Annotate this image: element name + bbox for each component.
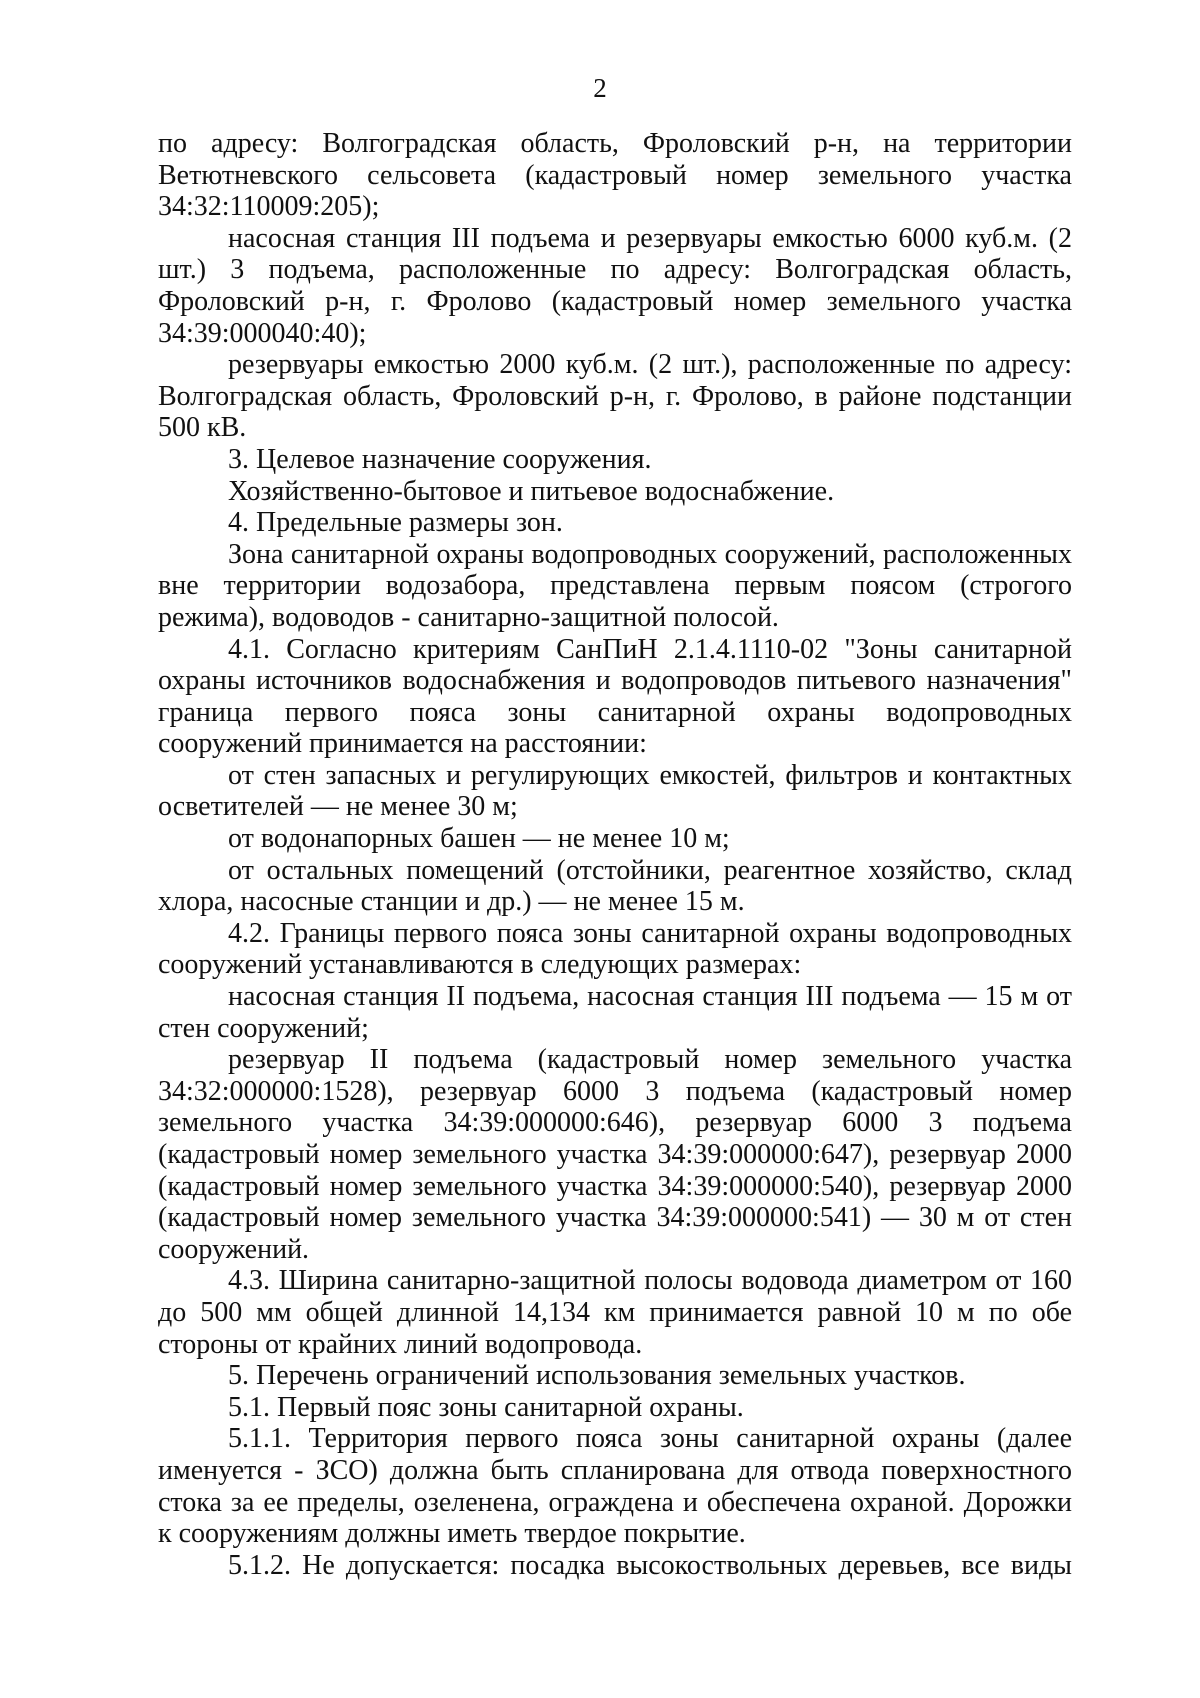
paragraph-distance-tanks: от стен запасных и регулирующих емкостей, фильтров и контактных осветителей — не менее 30 м; [158,759,1072,823]
paragraph-4-3: 4.3. Ширина санитарно-защитной полосы водовода диаметром от 160 до 500 мм общей длинной 14,134 км принимается равной 10 м по обе стороны от крайних линий водопровода. [158,1265,1072,1360]
paragraph-distance-other: от остальных помещений (отстойники, реагентное хозяйство, склад хлора, насосные станции и др.) — не менее 15 м. [158,854,1072,918]
paragraph-4-2: 4.2. Границы первого пояса зоны санитарной охраны водопроводных сооружений устанавливаются в следующих размерах: [158,917,1072,981]
paragraph-pump-station-3: насосная станция III подъема и резервуары емкостью 6000 куб.м. (2 шт.) 3 подъема, расположенные по адресу: Волгоградская область, Фроловский р-н, г. Фролово (кадастровый номер земельного участка 34:39:000040:40); [158,222,1072,349]
section-heading-zone-sizes: 4. Предельные размеры зон. [228,507,563,539]
paragraph-distance-towers: от водонапорных башен — не менее 10 м; [228,823,730,855]
paragraph-pump-stations-boundary: насосная станция II подъема, насосная станция III подъема — 15 м от стен сооружений; [158,981,1072,1044]
page-number: 2 [593,73,607,103]
document-body [158,128,1072,1581]
section-heading-restrictions: 5. Перечень ограничений использования земельных участков. [228,1360,966,1392]
paragraph-address-continuation: по адресу: Волгоградская область, Фроловский р-н, на территории Ветютневского сельсовета (кадастровый номер земельного участка 34:32:110009:205); [158,128,1072,223]
paragraph-purpose: Хозяйственно-бытовое и питьевое водоснабжение. [228,475,835,507]
paragraph-4-1: 4.1. Согласно критериям СанПиН 2.1.4.1110-02 "Зоны санитарной охраны источников водоснабжения и водопроводов питьевого назначения" граница первого пояса зоны санитарной охраны водопроводных сооружений принимается на расстоянии: [158,633,1072,760]
paragraph-reservoirs-boundary: резервуар II подъема (кадастровый номер земельного участка 34:32:000000:1528), резервуар 6000 3 подъема (кадастровый номер земельного участка 34:39:000000:646), резервуар 6000 3 подъема (кадастровый номер земельного участка 34:39:000000:647), резервуар 2000 (кадастровый номер земельного участка 34:39:000000:540), резервуар 2000 (кадастровый номер земельного участка 34:39:000000:541) — 30 м от стен сооружений. [158,1044,1072,1265]
section-heading-purpose: 3. Целевое назначение сооружения. [228,443,652,475]
paragraph-5-1-2: 5.1.2. Не допускается: посадка высокоствольных деревьев, все виды [228,1549,1072,1581]
paragraph-reservoirs-2000: резервуары емкостью 2000 куб.м. (2 шт.), расположенные по адресу: Волгоградская область, Фроловский р-н, г. Фролово, в районе подстанции 500 кВ. [158,349,1072,444]
paragraph-5-1-1: 5.1.1. Территория первого пояса зоны санитарной охраны (далее именуется - ЗСО) должна быть спланирована для отвода поверхностного стока за ее пределы, озеленена, ограждена и обеспечена охраной. Дорожки к сооружениям должны иметь твердое покрытие. [158,1423,1072,1550]
paragraph-zone-description: Зона санитарной охраны водопроводных сооружений, расположенных вне территории водозабора, представлена первым поясом (строгого режима), водоводов - санитарно-защитной полосой. [158,538,1072,633]
section-heading-first-belt: 5.1. Первый пояс зоны санитарной охраны. [228,1391,744,1423]
